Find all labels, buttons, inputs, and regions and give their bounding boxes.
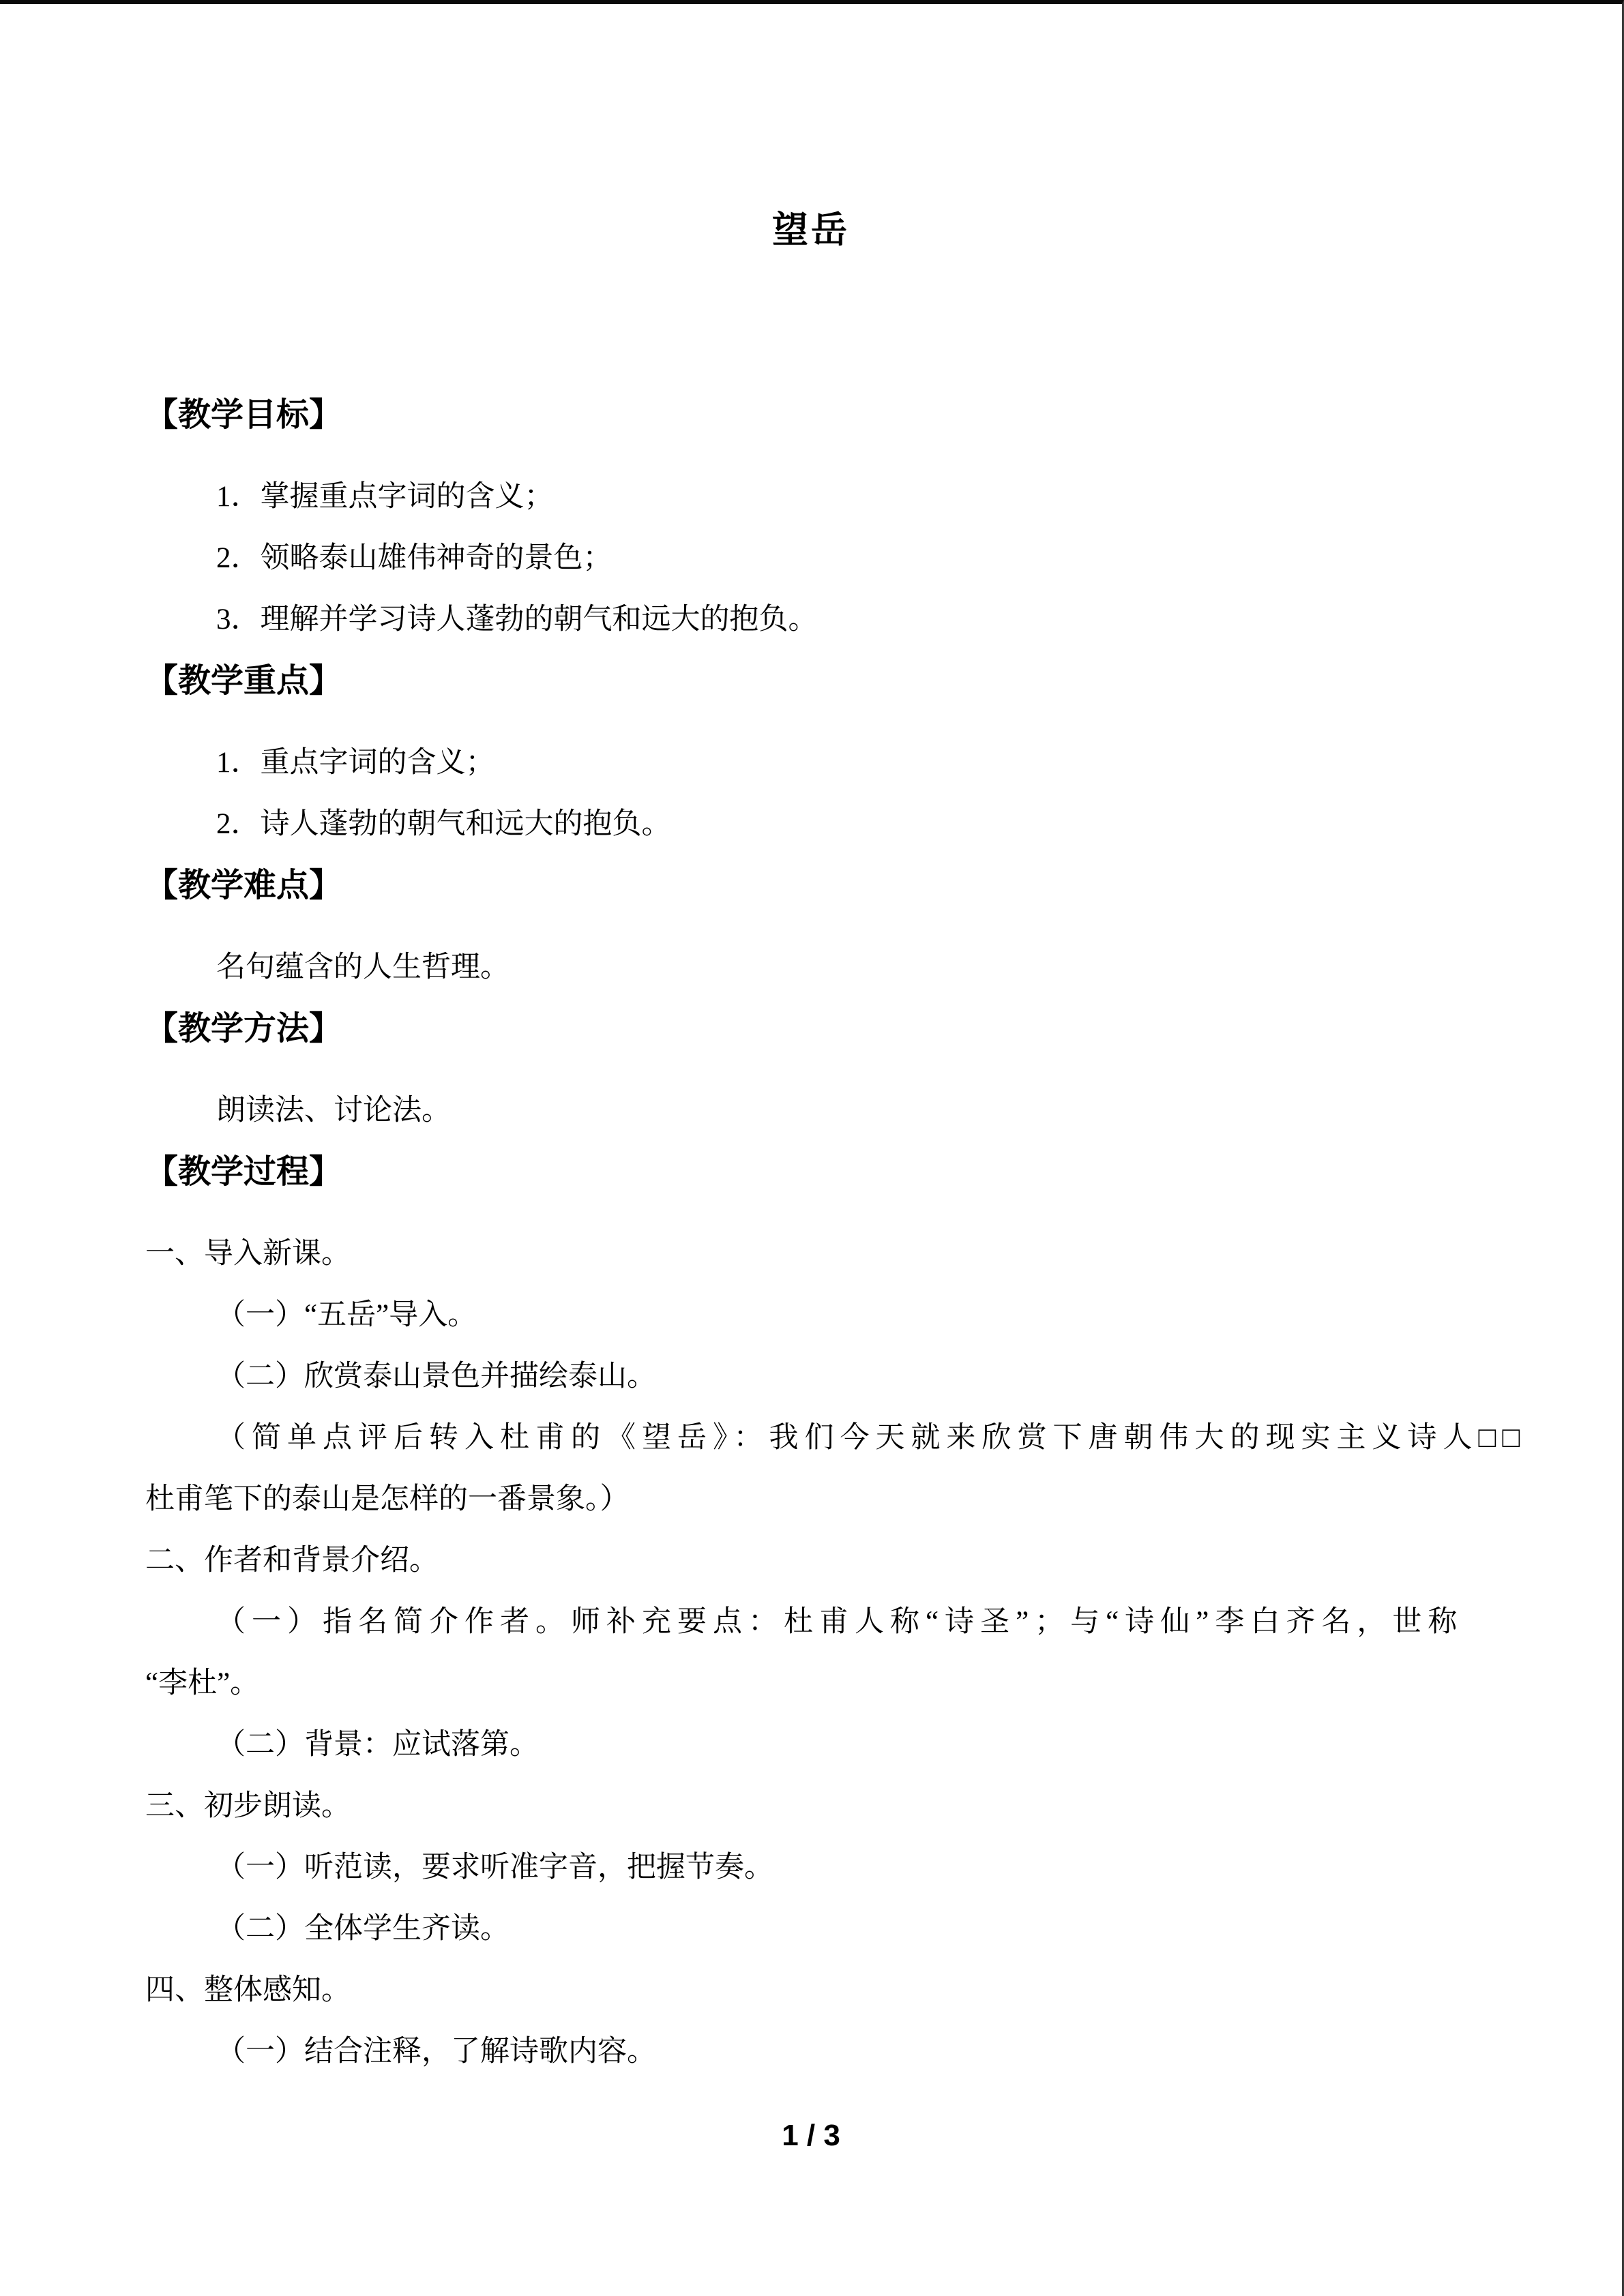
process-step-1-note-line-1: （简单点评后转入杜甫的《望岳》：我们今天就来欣赏下唐朝伟大的现实主义诗人□□ bbox=[216, 1422, 1526, 1454]
difficulty-item: 名句蕴含的人生哲理。 bbox=[216, 951, 510, 983]
process-step-4-sub-1: （一）结合注释，了解诗歌内容。 bbox=[216, 2036, 656, 2068]
process-step-4: 四、整体感知。 bbox=[145, 1974, 351, 2006]
objectives-item-1: 1．掌握重点字词的含义； bbox=[216, 481, 554, 513]
objectives-item-3: 3．理解并学习诗人蓬勃的朝气和远大的抱负。 bbox=[216, 603, 818, 636]
process-step-1: 一、导入新课。 bbox=[145, 1238, 351, 1270]
section-heading-teaching-process: 【教学过程】 bbox=[145, 1154, 342, 1190]
document-body bbox=[0, 385, 1622, 2083]
process-step-2-sub-1-line-1: （一）指名简介作者。师补充要点：杜甫人称“诗圣”；与“诗仙”李白齐名，世称 bbox=[216, 1606, 1464, 1638]
page-number: 1 / 3 bbox=[782, 2119, 840, 2152]
section-heading-teaching-key-points: 【教学重点】 bbox=[145, 663, 342, 699]
process-step-1-sub-1: （一）“五岳”导入。 bbox=[216, 1299, 477, 1331]
page-title: 望岳 bbox=[772, 211, 850, 250]
section-heading-teaching-difficulties: 【教学难点】 bbox=[145, 867, 342, 904]
process-step-3-sub-1: （一）听范读，要求听准字音，把握节奏。 bbox=[216, 1851, 773, 1883]
key-point-item-2: 2．诗人蓬勃的朝气和远大的抱负。 bbox=[216, 808, 671, 840]
process-step-2: 二、作者和背景介绍。 bbox=[145, 1545, 439, 1577]
process-step-2-sub-2: （二）背景：应试落第。 bbox=[216, 1729, 539, 1761]
section-heading-teaching-objectives: 【教学目标】 bbox=[145, 397, 342, 433]
process-step-3: 三、初步朗读。 bbox=[145, 1790, 351, 1822]
section-heading-teaching-methods: 【教学方法】 bbox=[145, 1011, 342, 1047]
process-step-2-sub-1-line-2: “李杜”。 bbox=[145, 1667, 260, 1699]
objectives-item-2: 2．领略泰山雄伟神奇的景色； bbox=[216, 542, 612, 574]
method-item: 朗读法、讨论法。 bbox=[216, 1094, 451, 1127]
key-point-item-1: 1．重点字词的含义； bbox=[216, 747, 495, 779]
process-step-3-sub-2: （二）全体学生齐读。 bbox=[216, 1913, 510, 1945]
process-step-1-note-line-2: 杜甫笔下的泰山是怎样的一番景象。） bbox=[145, 1483, 630, 1515]
process-step-1-sub-2: （二）欣赏泰山景色并描绘泰山。 bbox=[216, 1360, 656, 1392]
